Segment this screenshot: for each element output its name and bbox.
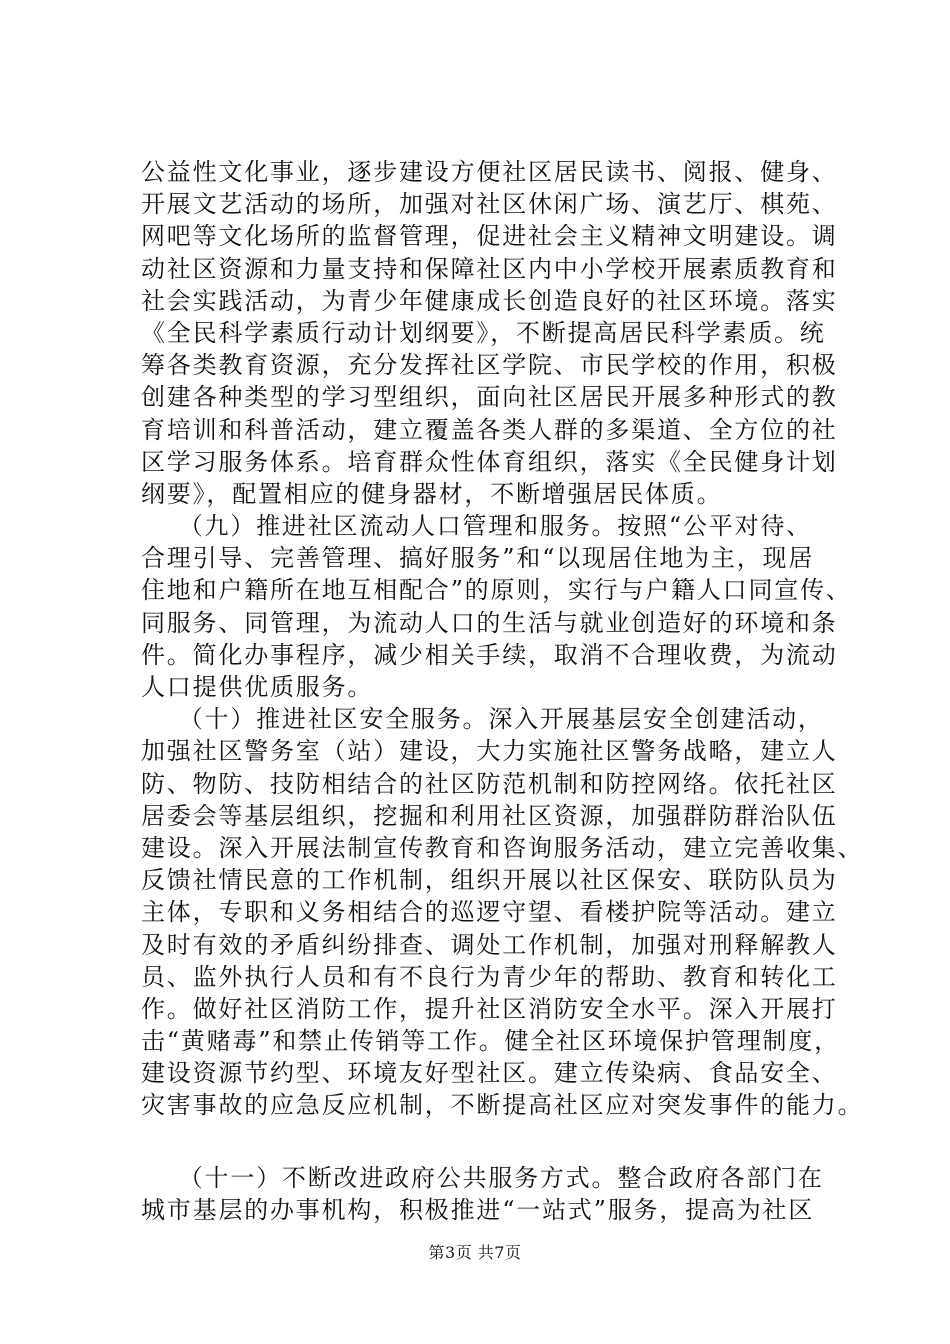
text-line: 灾害事故的应急反应机制，不断提高社区应对突发事件的能力。 <box>141 1091 864 1120</box>
text-line: 《全民科学素质行动计划纲要》，不断提高居民科学素质。统 <box>141 318 826 347</box>
text-line: 及时有效的矛盾纠纷排查、调处工作机制，加强对刑释解教人 <box>141 930 838 959</box>
page-number-footer: 第3页 共7页 <box>428 1243 522 1262</box>
body-text <box>141 156 864 1226</box>
text-line: 员、监外执行人员和有不良行为青少年的帮助、教育和转化工 <box>141 962 838 991</box>
text-line: （十一）不断改进政府公共服务方式。整合政府各部门在 <box>141 1163 824 1192</box>
text-line: 公益性文化事业，逐步建设方便社区居民读书、阅报、健身、 <box>141 158 838 186</box>
text-line: 居委会等基层组织，挖掘和利用社区资源，加强群防群治队伍 <box>141 801 838 830</box>
text-line: 击“黄赌毒”和禁止传销等工作。健全社区环境保护管理制度， <box>141 1027 840 1056</box>
text-line: 城市基层的办事机构，积极推进“一站式”服务，提高为社区 <box>141 1195 815 1224</box>
text-line: 动社区资源和力量支持和保障社区内中小学校开展素质教育和 <box>141 254 838 283</box>
text-line: （九）推进社区流动人口管理和服务。按照“公平对待、 <box>141 512 812 541</box>
text-line: 创建各种类型的学习型组织，面向社区居民开展多种形式的教 <box>141 383 838 412</box>
text-line: （十）推进社区安全服务。深入开展基层安全创建活动， <box>141 705 824 734</box>
text-line: 件。简化办事程序，减少相关手续，取消不合理收费，为流动 <box>141 640 838 669</box>
text-line: 建设资源节约型、环境友好型社区。建立传染病、食品安全、 <box>141 1059 838 1088</box>
text-line: 区学习服务体系。培育群众性体育组织，落实《全民健身计划 <box>141 447 838 476</box>
text-line: 住地和户籍所在地互相配合”的原则，实行与户籍人口同宣传、 <box>141 576 852 605</box>
text-line: 社会实践活动，为青少年健康成长创造良好的社区环境。落实 <box>141 286 838 315</box>
text-line: 合理引导、完善管理、搞好服务”和“以现居住地为主，现居 <box>141 544 815 573</box>
text-line: 开展文艺活动的场所，加强对社区休闲广场、演艺厅、棋苑、 <box>141 190 838 219</box>
paragraph-gap <box>141 1122 841 1162</box>
text-line: 反馈社情民意的工作机制，组织开展以社区保安、联防队员为 <box>141 866 838 895</box>
text-line: 网吧等文化场所的监督管理，促进社会主义精神文明建设。调 <box>141 222 838 251</box>
text-line: 育培训和科普活动，建立覆盖各类人群的多渠道、全方位的社 <box>141 415 838 444</box>
text-line: 建设。深入开展法制宣传教育和咨询服务活动，建立完善收集、 <box>141 833 864 862</box>
text-line: 筹各类教育资源，充分发挥社区学院、市民学校的作用，积极 <box>141 351 838 380</box>
text-line: 同服务、同管理，为流动人口的生活与就业创造好的环境和条 <box>141 608 838 637</box>
text-line: 纲要》，配置相应的健身器材，不断增强居民体质。 <box>141 479 723 508</box>
text-line: 防、物防、技防相结合的社区防范机制和防控网络。依托社区 <box>141 769 838 798</box>
text-line: 加强社区警务室（站）建设，大力实施社区警务战略，建立人 <box>141 737 838 766</box>
text-line: 主体，专职和义务相结合的巡逻守望、看楼护院等活动。建立 <box>141 898 838 927</box>
text-line: 作。做好社区消防工作，提升社区消防安全水平。深入开展打 <box>141 994 838 1023</box>
text-line: 人口提供优质服务。 <box>141 673 374 701</box>
